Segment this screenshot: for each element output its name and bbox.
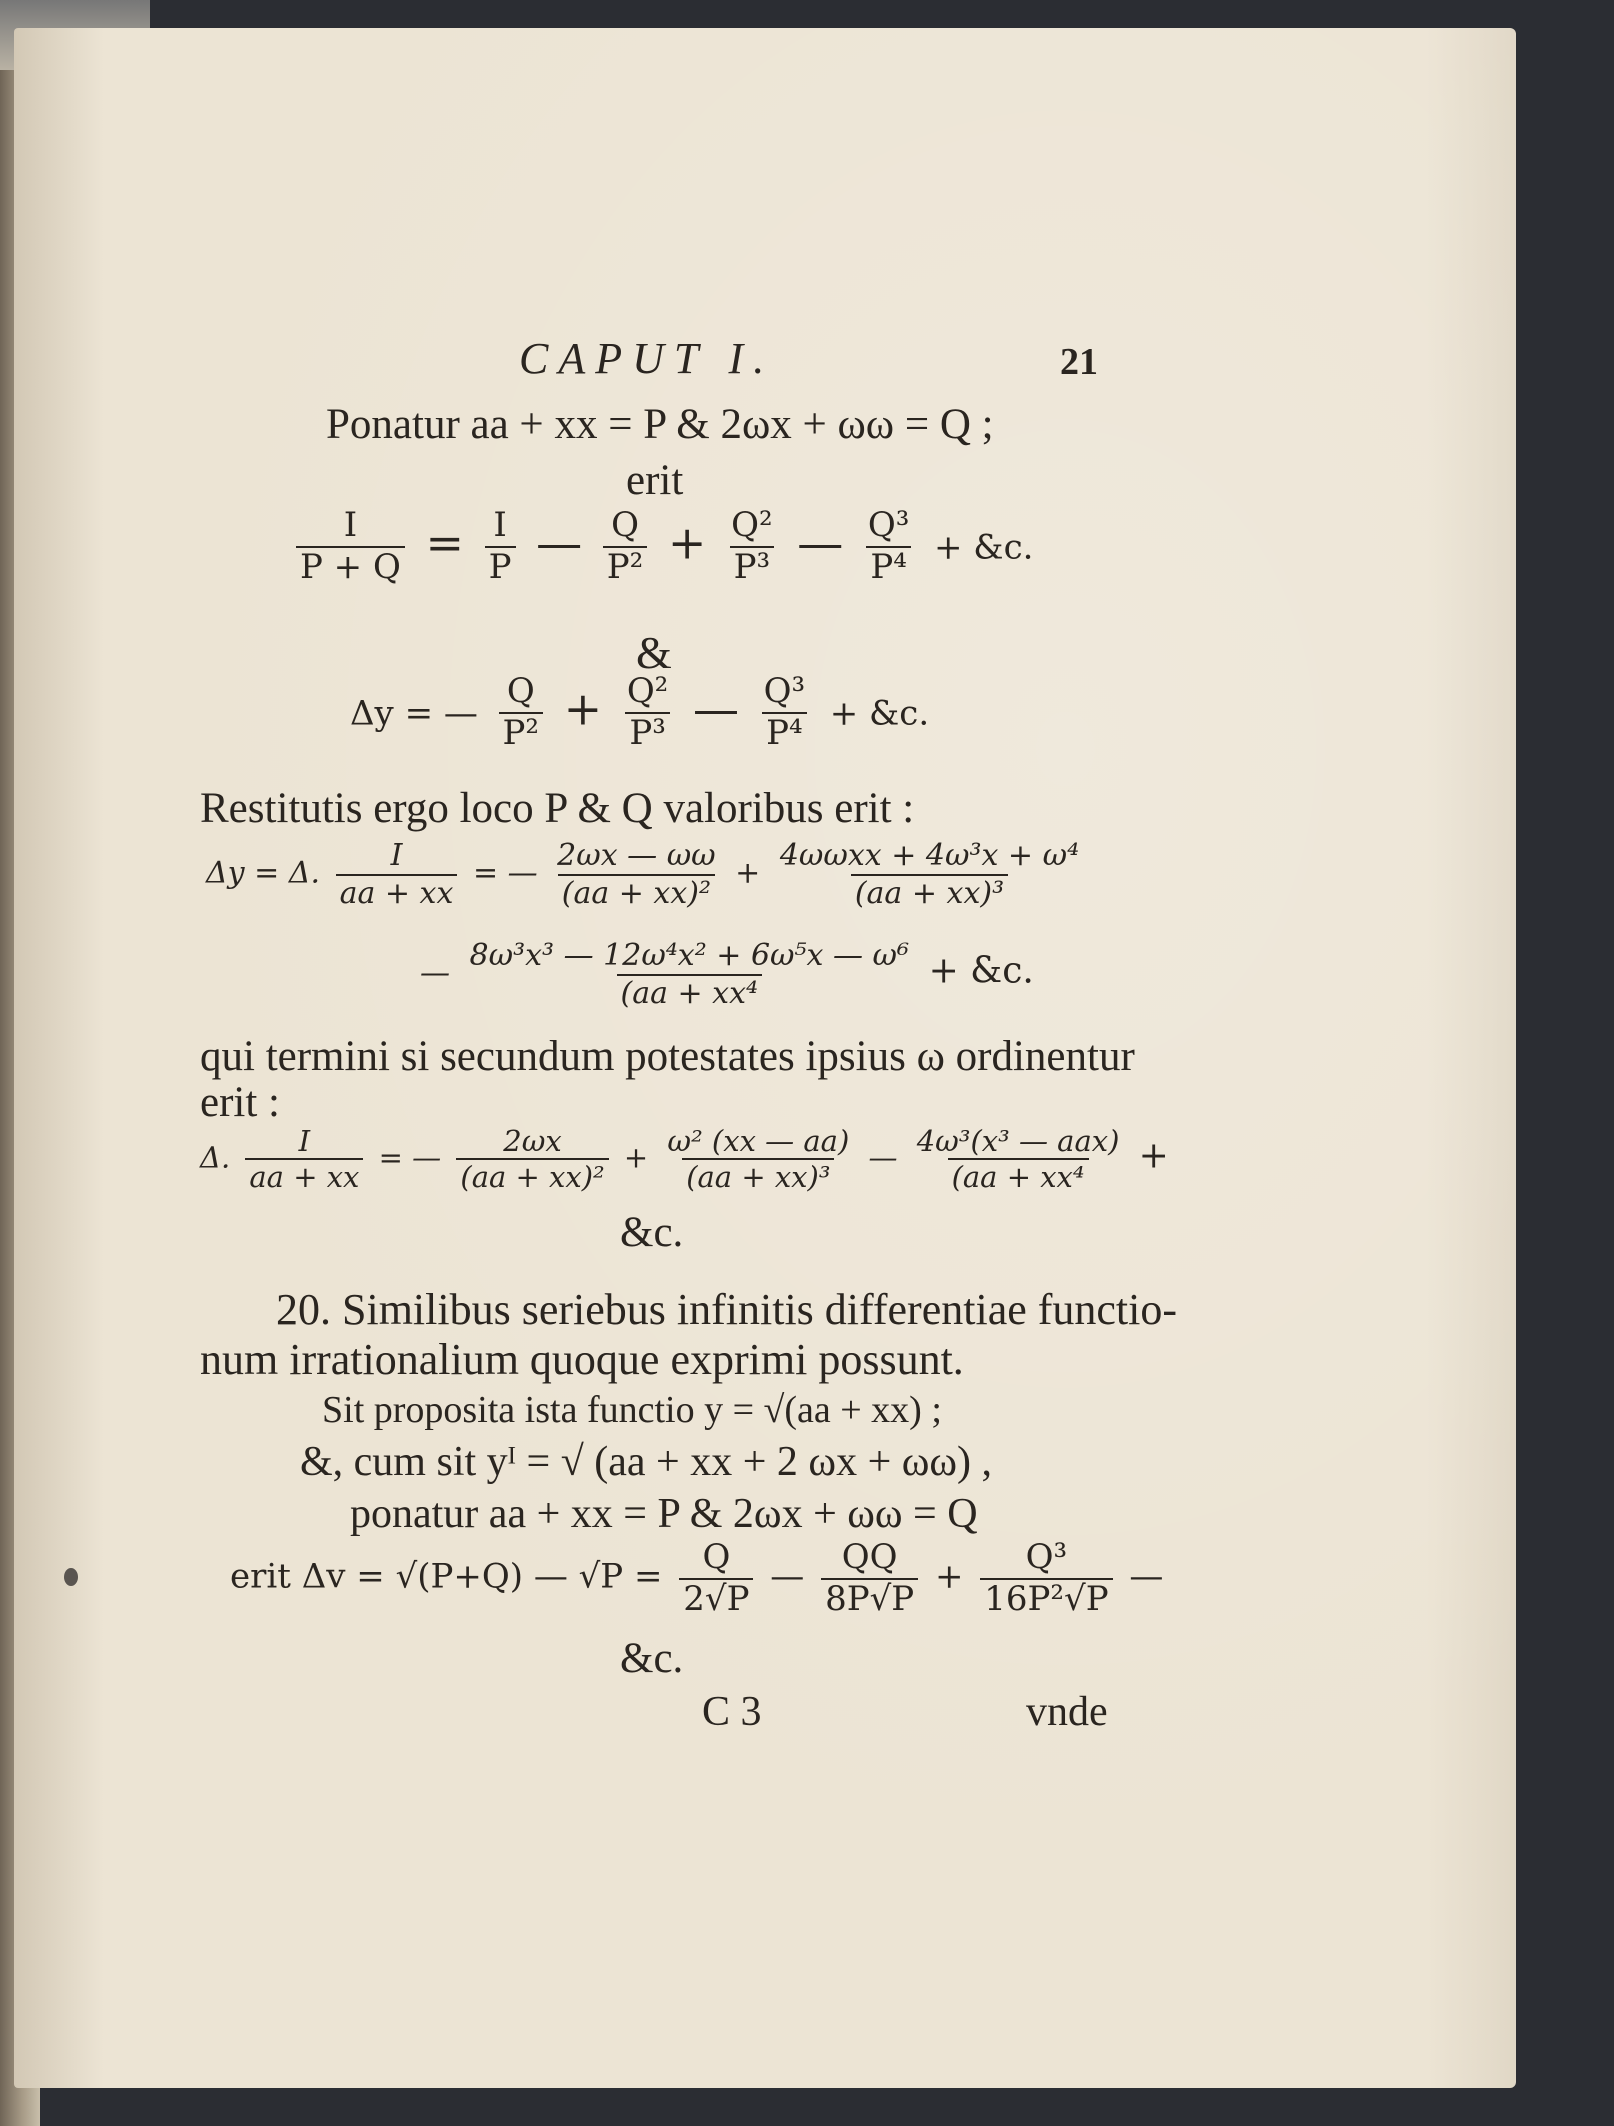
running-title: CAPUT I. <box>519 334 775 383</box>
ampersand: & <box>636 627 672 678</box>
line-restitutis: Restitutis ergo loco P & Q valoribus erit : <box>200 785 915 832</box>
ink-blot <box>64 1568 78 1586</box>
equation-delta-y: Δy = Δ. $\frac{I}{aa + xx}$ = — $\frac{2\omega x — \omega\omega}{\text{(aa + xx)²}}$ + $\frac{\text{4ωωxx + 4ω³x + ω⁴}}{\text{(aa + xx)³}}$ <box>206 838 1080 911</box>
line-ponatur-2: ponatur aa + xx = P & 2ωx + ωω = Q <box>350 1491 978 1537</box>
page-number: 21 <box>1060 341 1098 383</box>
line-sit-proposita: Sit proposita ista functio y = √(aa + xx) ; <box>322 1389 942 1431</box>
line-qui-termini: qui termini si secundum potestates ipsius ω ordinentur <box>200 1033 1135 1080</box>
equation-delta-y-continued: — $\frac{\text{8ω³x³ — 12ω⁴x² + 6ω⁵x — ω⁶}}{\text{(aa + xx⁴}}$ + &c. <box>420 938 1034 1011</box>
line-erit-colon: erit : <box>200 1079 280 1126</box>
line-erit: erit <box>626 457 684 504</box>
signature-mark: C 3 <box>702 1689 762 1735</box>
equation-ordered-series: Δ. $\frac{I}{aa + xx}$ = — $\frac{2\omega x}{\text{(aa + xx)²}}$ + $\frac{\text{ω² (xx — aa)}}{\text{(aa + xx)³}}$ — $\frac{\text{4ω³(x³ — aax)}}{\text{(aa + xx⁴}}$ + <box>200 1124 1169 1195</box>
equation-series-2: Δy = — $\frac{Q}{\text{P²}}$ + $\frac{\text{Q²}}{\text{P³}}$ — $\frac{\text{Q³}}{\text{P⁴}}$ + &c. <box>350 671 930 753</box>
line-ponatur: Ponatur aa + xx = P & 2ωx + ωω = Q ; <box>326 401 994 448</box>
book-page <box>14 28 1516 2088</box>
line-cum-sit: &, cum sit yᴵ = √ (aa + xx + 2 ωx + ωω) , <box>300 1439 993 1485</box>
paragraph-20-line-2: num irrationalium quoque exprimi possunt. <box>200 1335 964 1384</box>
paragraph-20-line-1: 20. Similibus seriebus infinitis differentiae functio- <box>276 1285 1178 1334</box>
line-etc-1: &c. <box>620 1209 684 1256</box>
catchword: vnde <box>1026 1689 1108 1735</box>
line-etc-2: &c. <box>620 1635 684 1682</box>
equation-series-1: $\frac{I}{P + Q}$ = $\frac{I}{P}$ — $\frac{Q}{\text{P²}}$ + $\frac{\text{Q²}}{\text{P³}}$ — $\frac{\text{Q³}}{\text{P⁴}}$ + &c. <box>290 508 1033 585</box>
equation-irrational-series: erit Δv = √(P+Q) — √P = $\frac{Q}{2√P}$ — $\frac{QQ}{8P√P}$ + $\frac{\text{Q³}}{\text{16P²√P}}$ — <box>230 1537 1164 1619</box>
